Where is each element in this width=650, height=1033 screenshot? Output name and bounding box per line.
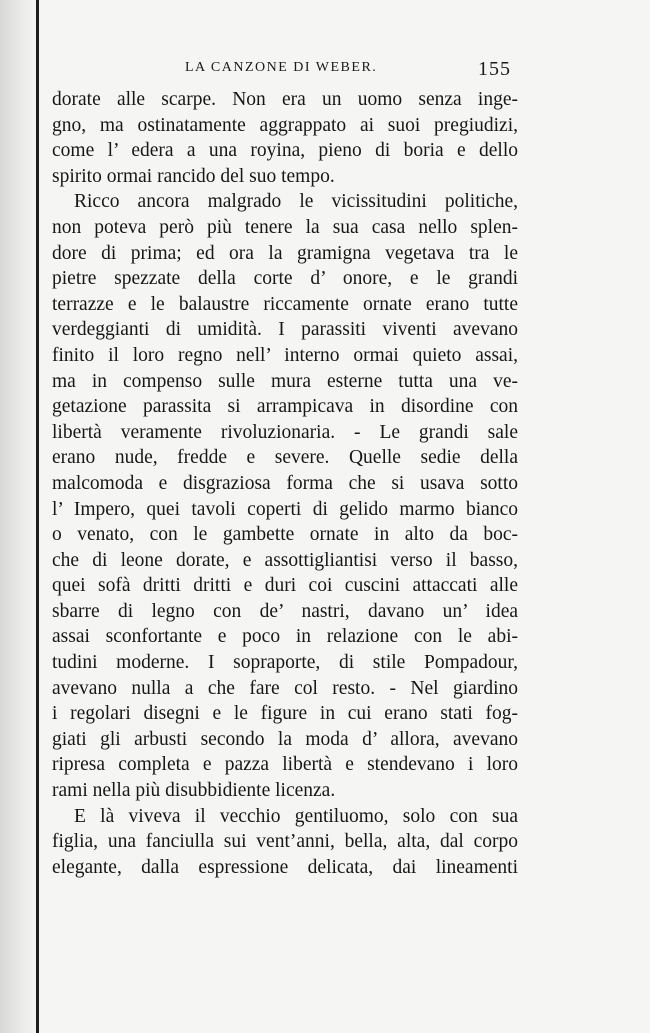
text-line: gno, ma ostinatamente aggrappato ai suoi pregiudizi,	[52, 114, 518, 136]
text-line: libertà veramente rivoluzionaria. - Le grandi sale	[52, 421, 518, 443]
text-line: avevano nulla a che fare col resto. - Nel giardino	[52, 677, 518, 699]
text-line: giati gli arbusti secondo la moda d’ allora, avevano	[52, 728, 518, 750]
text-line: dorate alle scarpe. Non era un uomo senza inge-	[52, 89, 518, 110]
text-line: E là viveva il vecchio gentiluomo, solo con sua	[74, 805, 518, 827]
text-line: o venato, con le gambette ornate in alto da boc-	[52, 524, 518, 546]
page-number: 155	[478, 58, 511, 80]
text-line: come l’ edera a una royina, pieno di boria e dello	[52, 140, 518, 162]
text-line: ma in compenso sulle mura esterne tutta una ve-	[52, 370, 518, 392]
running-title: LA CANZONE DI WEBER.	[185, 60, 378, 75]
body-text	[52, 87, 518, 880]
text-line: spirito ormai rancido del suo tempo.	[52, 165, 335, 187]
text-line: finito il loro regno nell’ interno ormai quieto assai,	[52, 344, 518, 366]
text-line: ripresa completa e pazza libertà e stendevano i loro	[52, 754, 518, 776]
text-line: che di leone dorate, e assottigliantisi verso il basso,	[52, 549, 518, 571]
text-line: rami nella più disubbidiente licenza.	[52, 780, 336, 802]
text-line: dore di prima; ed ora la gramigna vegetava tra le	[52, 242, 518, 264]
text-line: figlia, una fanciulla sui vent’anni, bella, alta, dal corpo	[52, 831, 518, 853]
text-line: i regolari disegni e le figure in cui erano stati fog-	[52, 703, 518, 725]
text-line: erano nude, fredde e severe. Quelle sedie della	[52, 447, 518, 469]
text-line: terrazze e le balaustre riccamente ornate erano tutte	[52, 293, 518, 315]
spine-edge	[36, 0, 39, 1033]
spine-shadow	[0, 0, 40, 1033]
text-line: verdeggianti di umidità. I parassiti viventi avevano	[52, 319, 518, 341]
text-line: assai sconfortante e poco in relazione con le abi-	[52, 626, 518, 648]
text-line: tudini moderne. I sopraporte, di stile Pompadour,	[52, 652, 518, 674]
text-line: pietre spezzate della corte d’ onore, e le grandi	[52, 268, 518, 290]
text-line: getazione parassita si arrampicava in disordine con	[52, 396, 518, 418]
text-line: Ricco ancora malgrado le vicissitudini politiche,	[74, 191, 518, 213]
text-line: sbarre di legno con de’ nastri, davano un’ idea	[52, 600, 518, 622]
text-line: non poteva però più tenere la sua casa nello splen-	[52, 216, 518, 238]
text-line: quei sofà dritti dritti e duri coi cuscini attaccati alle	[52, 575, 518, 597]
text-line: elegante, dalla espressione delicata, dai lineamenti	[52, 856, 518, 878]
text-line: malcomoda e disgraziosa forma che si usava sotto	[52, 472, 518, 494]
text-line: l’ Impero, quei tavoli coperti di gelido marmo bianco	[52, 498, 518, 520]
